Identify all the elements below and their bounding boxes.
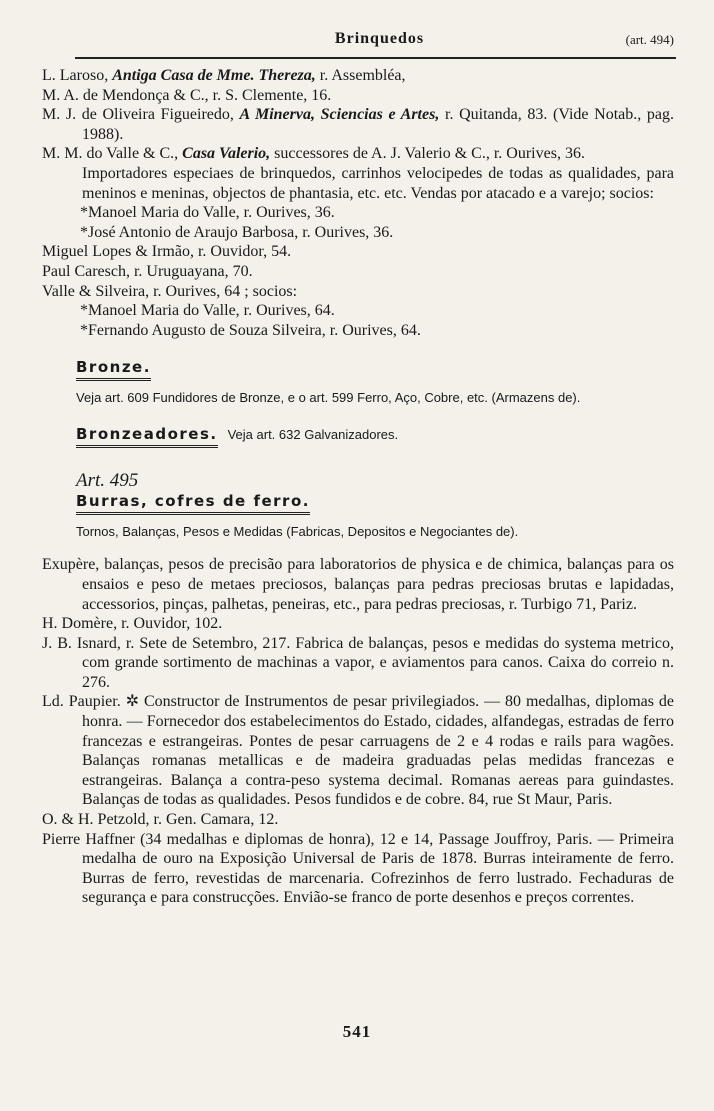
entry-caresch: Paul Caresch, r. Uruguayana, 70.: [42, 262, 253, 280]
page-number: 541: [342, 1022, 372, 1041]
entry-isnard: J. B. Isnard, r. Sete de Setembro, 217. Fabrica de balanças, pesos e medidas do systema metrico, com grande sortimento de machinas a vapor, e aviamentos para canos. Caixa do correio n. 276.: [42, 634, 674, 691]
partner-line: *Fernando Augusto de Souza Silveira, r. Ourives, 64.: [80, 321, 421, 339]
partner-line: *José Antonio de Araujo Barbosa, r. Ourives, 36.: [80, 223, 394, 241]
entry-mendonca: M. A. de Mendonça & C., r. S. Clemente, 16.: [42, 86, 332, 104]
article-label: Art. 495: [76, 470, 139, 492]
section-title-bronzeadores: Bronzeadores.: [76, 425, 218, 448]
section-art495: [42, 470, 674, 541]
section-bronzeadores: [42, 425, 674, 448]
section-note-bronze: Veja art. 609 Fundidores de Bronze, e o art. 599 Ferro, Aço, Cobre, etc. (Armazens de).: [76, 390, 581, 406]
entry-laroso: L. Laroso, Antiga Casa de Mme. Thereza, r. Assembléa,: [42, 67, 406, 84]
entry-haffner: Pierre Haffner (34 medalhas e diplomas de honra), 12 e 14, Passage Jouffroy, Paris. — Primeira medalha de ouro na Exposição Universal de Paris de 1878. Burras inteiramente de ferro. Burras de ferro, revestidas de marcenaria. Cofrezinhos de ferro lustrado. Fechaduras de segurança e para construcções. Envião-se franco de porte desenhos e preços correntes.: [42, 830, 674, 907]
entry-exupere: Exupère, balanças, pesos de precisão para laboratorios de physica e de chimica, balanças para os ensaios e peso de metaes preciosos, balanças para pedras preciosas brutas e lapidadas, accessorios, pinças, palhetas, peneiras, etc., para pedras preciosas, r. Turbigo 71, Pariz.: [42, 556, 674, 613]
entry-figueiredo: M. J. de Oliveira Figueiredo, A Minerva, Sciencias e Artes, r. Quitanda, 83. (Vide Notab., pag. 1988).: [42, 106, 675, 143]
entry-lopes: Miguel Lopes & Irmão, r. Ouvidor, 54.: [42, 243, 292, 261]
section-bronze: [42, 358, 674, 407]
valle-description: Importadores especiaes de brinquedos, carrinhos velocipedes de todas as qualidades, para meninos e meninas, objectos de phantasia, etc. etc. Vendas por atacado e a varejo; socios:: [82, 164, 674, 202]
partner-line: *Manoel Maria do Valle, r. Ourives, 64.: [80, 302, 335, 320]
entries-burras: [42, 555, 674, 908]
entry-domere: H. Domère, r. Ouvidor, 102.: [42, 615, 223, 633]
section-note-burras: Tornos, Balanças, Pesos e Medidas (Fabricas, Depositos e Negociantes de).: [76, 524, 519, 540]
section-title-burras: Burras, cofres de ferro.: [76, 492, 310, 515]
partner-line: *Manoel Maria do Valle, r. Ourives, 36.: [80, 204, 335, 222]
entry-paupier: Ld. Paupier. ✲ Constructor de Instrumentos de pesar privilegiados. — 80 medalhas, diplomas de honra. — Fornecedor dos estabelecimentos do Estado, cidades, alfandegas, estradas de ferro francezas e estrangeiras. Pontes de pesar carruagens de 2 e 4 rodas e rails para wagões. Balanças romanas metallicas e de madeira graduadas pelas medidas francezas e estrangeiras. Balança a contra-peso systema decimal. Romanas aereas para guindastes. Balanças de todas as qualidades. Pesos fundidos e de cobre. 84, rue St Maur, Paris.: [42, 693, 674, 809]
running-header: [75, 30, 684, 54]
header-article-ref: (art. 494): [625, 32, 674, 47]
section-title-bronze: Bronze.: [76, 358, 151, 381]
entry-petzold: O. & H. Petzold, r. Gen. Camara, 12.: [42, 811, 279, 829]
header-title: Brinquedos: [334, 30, 425, 47]
entry-valle: M. M. do Valle & C., Casa Valerio, successores de A. J. Valerio & C., r. Ourives, 36.: [42, 145, 585, 163]
entry-valle-silveira: Valle & Silveira, r. Ourives, 64 ; socios:: [42, 282, 298, 300]
page-body: [42, 66, 674, 908]
section-note-bronzeadores: Veja art. 632 Galvanizadores.: [227, 427, 399, 443]
header-rule: [75, 57, 676, 59]
